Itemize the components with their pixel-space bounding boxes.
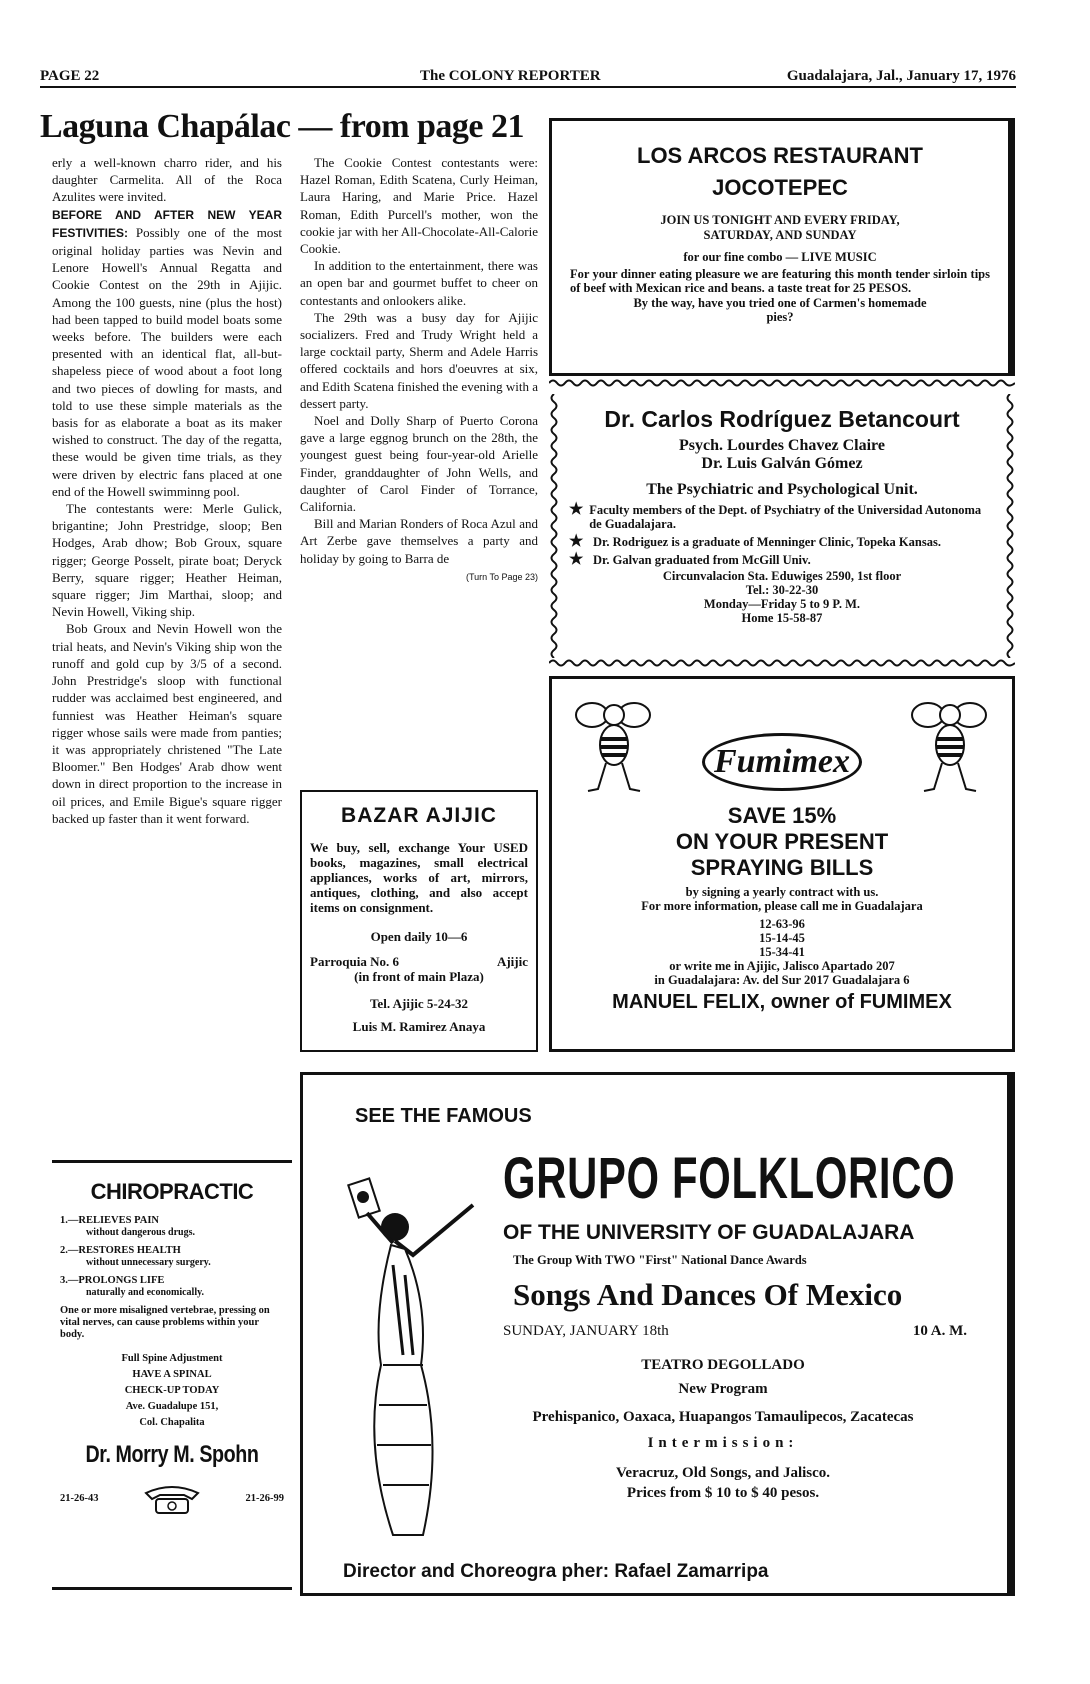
ad-hours: Open daily 10—6 — [370, 929, 468, 944]
ad-phone: 12-63-96 — [759, 917, 805, 931]
continued-note: (Turn To Page 23) — [465, 571, 538, 582]
ad-text: by signing a yearly contract with us. — [685, 885, 879, 899]
ad-bullet — [569, 503, 995, 531]
article-column-1 — [52, 154, 282, 1154]
ad-text: The Group With TWO "First" National Dance Awards — [513, 1253, 807, 1267]
ad-phone: 21-26-43 — [60, 1493, 99, 1504]
page-number: PAGE 22 — [40, 68, 100, 84]
ad-list-item: 3.—PROLONGS LIFE — [60, 1275, 165, 1286]
ad-dr-carlos — [549, 384, 1015, 666]
dancer-illustration — [333, 1165, 483, 1545]
ad-text: JOIN US TONIGHT AND EVERY FRIDAY, SATURDAY, AND SUNDAY — [660, 213, 900, 242]
ad-date: SUNDAY, JANUARY 18th — [503, 1323, 669, 1339]
telephone-icon — [142, 1483, 202, 1515]
ad-director: Director and Choreogra pher: Rafael Zamarripa — [343, 1561, 769, 1582]
ad-subtitle: OF THE UNIVERSITY OF GUADALAJARA — [503, 1221, 915, 1244]
article-paragraph: Noel and Dolly Sharp of Puerto Corona gave a large eggnog brunch on the 28th, the youngest guest being four-year-old Arielle Finder, granddaughter of John Wells, and daughter of Carol Finder of Torrance, California. — [300, 413, 538, 515]
ad-bazar-ajijic — [300, 790, 538, 1052]
ad-intro: SEE THE FAMOUS — [355, 1105, 532, 1127]
ad-title: CHIROPRACTIC — [90, 1179, 254, 1204]
ad-text: HAVE A SPINAL — [132, 1369, 212, 1380]
ad-text: Parroquia No. 6 — [310, 954, 399, 969]
ad-chiropractic — [52, 1160, 292, 1590]
ad-text: New Program — [678, 1381, 768, 1397]
ad-address: or write me in Ajijic, Jalisco Apartado 207 — [669, 959, 895, 973]
ad-text: Dr. Luis Galván Gómez — [701, 455, 863, 472]
ad-prices: Prices from $ 10 to $ 40 pesos. — [626, 1485, 820, 1501]
ad-text: The Psychiatric and Psychological Unit. — [646, 481, 918, 498]
ad-headline: SPRAYING BILLS — [690, 855, 874, 880]
ad-text: without dangerous drugs. — [86, 1227, 196, 1238]
article-paragraph — [52, 206, 282, 500]
ad-address: (in front of main Plaza) — [354, 969, 484, 984]
bee-icon — [910, 693, 990, 803]
ad-title: LOS ARCOS RESTAURANT — [637, 143, 923, 168]
ad-text: Full Spine Adjustment — [121, 1353, 223, 1364]
ad-phones — [60, 1483, 284, 1515]
ad-subtitle: JOCOTEPEC — [712, 175, 848, 200]
ad-text: without unnecessary surgery. — [86, 1257, 211, 1268]
ad-phone: Tel. Ajijic 5-24-32 — [369, 996, 469, 1011]
article-paragraph: The Cookie Contest contestants were: Hazel Roman, Edith Scatena, Curly Heiman, Laura Haring, and Marie Price. Hazel Roman, Edith Purcell's mother, won the cookie jar with her All-Chocolate-All-Calorie Cookie. — [300, 155, 538, 257]
ad-text: naturally and economically. — [86, 1287, 205, 1298]
ad-text: For your dinner eating pleasure we are featuring this month tender sirloin tips of beef with Mexican rice and beans. a taste treat for 25 PESOS. — [570, 266, 990, 295]
ad-title: BAZAR AJIJIC — [341, 804, 497, 827]
ad-time: 10 A. M. — [912, 1323, 967, 1339]
ad-text: for our fine combo — LIVE MUSIC — [683, 250, 877, 264]
ad-fumimex — [549, 676, 1015, 1052]
ad-list-item: 2.—RESTORES HEALTH — [60, 1245, 181, 1256]
star-icon: ★ — [569, 501, 584, 518]
ad-address: in Guadalajara: Av. del Sur 2017 Guadalajara 6 — [654, 973, 910, 987]
ad-address: Circunvalacion Sta. Eduwiges 2590, 1st floor — [662, 569, 902, 583]
article-paragraph: Bill and Marian Ronders of Roca Azul and Art Zerbe gave themselves a party and holiday by going to Barra de — [300, 516, 538, 566]
ad-text: For more information, please call me in Guadalajara — [641, 899, 923, 913]
ad-text: Dr. Galvan graduated from McGill Univ. — [593, 553, 811, 567]
ad-owner: Luis M. Ramirez Anaya — [352, 1019, 486, 1034]
ad-title: GRUPO FOLKLORICO — [503, 1146, 956, 1211]
article-headline: Laguna Chapálac — from page 21 — [40, 108, 525, 145]
article-paragraph: In addition to the entertainment, there was an open bar and gourmet buffet to cheer on contestants and onlookers alike. — [300, 258, 538, 308]
ad-bullet — [569, 553, 995, 567]
ad-text: Psych. Lourdes Chavez Claire — [679, 437, 885, 454]
ad-address: Ave. Guadalupe 151, — [125, 1401, 219, 1412]
masthead — [40, 64, 1016, 88]
article-paragraph: The 29th was a busy day for Ajijic socializers. Fred and Trudy Wright held a large cocktail party, Sherm and Adele Harris offered cocktails and hors d'oeuvres at six, and Edith Scatena finished the evening with a dessert party. — [300, 309, 538, 411]
ad-text: Ajijic — [496, 954, 528, 969]
ad-los-arcos — [549, 118, 1015, 376]
ad-grupo-folklorico — [300, 1072, 1015, 1596]
ad-text: Prehispanico, Oaxaca, Huapangos Tamaulipecos, Zacatecas — [532, 1409, 914, 1425]
ad-phone: Tel.: 30-22-30 — [745, 583, 819, 597]
section-lead: BEFORE AND AFTER NEW YEAR FESTIVITIES: — [52, 207, 282, 240]
ad-headline: Songs And Dances Of Mexico — [513, 1277, 903, 1312]
star-icon: ★ — [569, 551, 584, 568]
ad-text: CHECK-UP TODAY — [124, 1385, 220, 1396]
ad-text: We buy, sell, exchange Your USED books, magazines, small electrical appliances, works of art, mirrors, antiques, clothing, and also accept items on consignment. — [310, 840, 528, 915]
ad-owner: MANUEL FELIX, owner of FUMIMEX — [612, 991, 952, 1013]
article-paragraph: erly a well-known charro rider, and his daughter Carmelita. All of the Roca Azulites were invited. — [52, 155, 282, 205]
ad-phone: Home 15-58-87 — [741, 611, 823, 625]
ad-hours: Monday—Friday 5 to 9 P. M. — [703, 597, 861, 611]
ad-doctor-name: Dr. Morry M. Spohn — [85, 1441, 259, 1468]
ad-text: Veracruz, Old Songs, and Jalisco. — [615, 1465, 831, 1481]
article-text: Possibly one of the most original holiday parties was Nevin and Lenore Howell's Annual Regatta and Cookie Contest on the 29th in Ajijic. Among the 100 guests, nine (plus the host) had been tapped to build model boats some weeks before. The builders were each presented with an identical flat, all-but-shapeless piece of wood about a foot long and two pieces of dowling for masts, and told to use these simple materials as the basis for as elaborate a boat as its maker wished to construct. The day of the regatta, these would be given time trials, as they were driven by electric fans placed at one end of the Howell swimminng pool. — [52, 224, 282, 499]
ad-address — [310, 954, 528, 969]
fumimex-logo: Fumimex — [702, 733, 862, 791]
newspaper-name: The COLONY REPORTER — [420, 68, 601, 84]
ad-phone: 15-14-45 — [759, 931, 805, 945]
article-paragraph: Bob Groux and Nevin Howell won the trial heats, and Nevin's Viking ship won the runoff and gold cup by 3/5 of a second. John Prestridge's sloop with functional rudder was acclaimed best engineered, and funniest was Heather Heiman's square rigger whose sails were made from panties; it was appropriately christened "The Late Bloomer." Ben Hodges' Arab dhow went down in direct proportion to the increase in oil prices, and Emile Bigue's square rigger backed up faster than it went forward. — [52, 621, 282, 826]
article-column-2 — [300, 154, 538, 774]
ad-text: One or more misaligned vertebrae, pressing on vital nerves, can cause problems within your body. — [60, 1305, 270, 1340]
star-icon: ★ — [569, 533, 584, 550]
article-paragraph: The contestants were: Merle Gulick, brigantine; John Prestridge, sloop; Ben Hodges, Arab dhow; Bob Groux, square rigger; George Posselt, pirate boat; Deryck Berry, square rigger; Heather Heiman, square rigger; Jim Marthai, sloop; and Nevin Howell, Viking ship. — [52, 501, 282, 620]
bee-icon — [574, 693, 654, 803]
ad-headline: SAVE 15% — [727, 803, 837, 828]
ad-text: By the way, have you tried one of Carmen's homemade pies? — [633, 295, 927, 324]
ad-phone: 15-34-41 — [759, 945, 805, 959]
ad-text: Intermission: — [647, 1435, 799, 1451]
ad-venue: TEATRO DEGOLLADO — [641, 1357, 805, 1373]
ad-title: Dr. Carlos Rodríguez Betancourt — [604, 406, 960, 432]
ad-bullet — [569, 535, 995, 549]
ad-headline: ON YOUR PRESENT — [675, 829, 889, 854]
ad-program — [503, 1355, 943, 1503]
ad-list-item: 1.—RELIEVES PAIN — [60, 1215, 159, 1226]
ad-text: Faculty members of the Dept. of Psychiatry of the Universidad Autonoma de Guadalajara. — [589, 503, 982, 531]
ad-phone: 21-26-99 — [245, 1493, 284, 1504]
dateline: Guadalajara, Jal., January 17, 1976 — [786, 68, 1016, 84]
ad-text: Dr. Rodriguez is a graduate of Menninger Clinic, Topeka Kansas. — [593, 535, 941, 549]
ad-address: Col. Chapalita — [139, 1417, 205, 1428]
